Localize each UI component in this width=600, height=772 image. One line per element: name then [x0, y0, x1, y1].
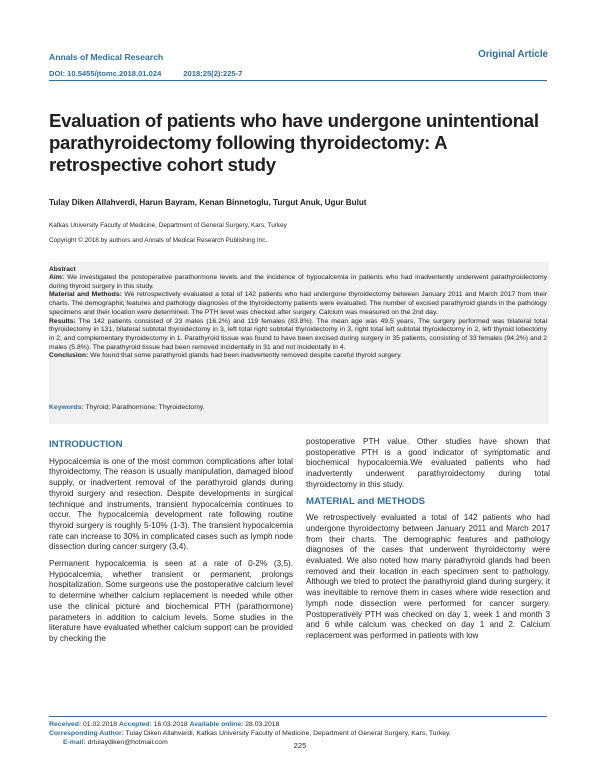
aim-text: We investigated the postoperative parathormone levels and the incidence of hypocalcemia in patients who had inadvertently underwent parathyroidectomy during thyroid surgery in this study.	[49, 274, 548, 290]
introduction-heading: INTRODUCTION	[49, 439, 123, 450]
article-type: Original Article	[478, 49, 548, 60]
abstract-body	[49, 274, 547, 361]
abstract-aim	[49, 274, 547, 291]
keywords-value: Thyroid; Parathormone; Thyroidectomy.	[85, 404, 205, 411]
article-title: Evaluation of patients who have undergone unintentional parathyroidectomy following thyroidectomy: A retrospective cohort study	[49, 110, 539, 175]
authors: Tulay Diken Allahverdi, Harun Bayram, Kenan Binnetoglu, Turgut Anuk, Ugur Bulut	[49, 198, 367, 207]
abstract-conclusion	[49, 352, 547, 361]
keywords-label: Keywords:	[49, 404, 84, 411]
intro-paragraph-1: Hypocalcemia is one of the most common complications after total thyroidectomy. The reason is usually manipulation, damaged blood supply, or inadvertent removal of the parathyroid glands during thyroid surgery and resection. Despite developments in surgical technique and instruments, transient hypocalcemia continues to occur. The hypocalcemia development rate following routine thyroid surgery is roughly 5-10% (1-3). The transient hypocalcemia rate can increase to 30% in complicated cases such as lymph node dissection during cancer surgery (3,4).	[49, 456, 293, 552]
online-label: Available online:	[189, 721, 244, 728]
keywords	[49, 404, 205, 411]
results-label: Results:	[49, 317, 76, 325]
received-date: 01.02.2018	[83, 721, 118, 728]
page-number: 225	[293, 741, 307, 750]
corresponding-author: Tulay Diken Allahverdi, Kafkas University Faculty of Medicine, Department of General Surgery, Kars, Turkey.	[125, 730, 451, 737]
header-divider	[49, 80, 547, 81]
journal-header	[49, 52, 242, 78]
online-date: 28.03.2018	[245, 721, 280, 728]
column-right	[306, 437, 550, 648]
column-left	[49, 437, 293, 651]
abstract-results	[49, 318, 547, 353]
received-label: Received:	[49, 721, 82, 728]
accepted-label: Accepted:	[118, 721, 152, 728]
aim-label: Aim:	[49, 274, 65, 281]
doi-line	[49, 69, 242, 78]
methods-paragraph-1: We retrospectively evaluated a total of 142 patients who had undergone thyroidectomy between January 2011 and March 2017 from their charts. The demographic features and pathology diagnoses of the cases that underwent thyroidectomy were evaluated. We also noted how many parathyroid glands had been removed and their location in each specimen sent to pathology. Although we tried to protect the parathyroid gland during surgery, it was inevitable to remove them in cases where wide resection and lymph node dissection were performed for cancer surgery. Postoperatively PTH was checked on day 1, week 1 and month 3 and 6 while calcium was checked on day 1 and 2. Calcium replacement was performed in patients with low	[306, 513, 550, 640]
dates-line	[49, 720, 549, 729]
copyright: Copyright © 2018 by authors and Annals of Medical Research Publishing Inc.	[49, 237, 268, 244]
abstract-heading: Abstract	[49, 266, 76, 273]
footer-divider	[49, 716, 547, 717]
methods-heading: MATERIAL and METHODS	[306, 495, 426, 507]
accepted-date: 16.03.2018	[153, 721, 188, 728]
intro-paragraph-2: Permanent hypocalcemia is seen at a rate of 0-2% (3,5). Hypocalcemia, whether transient or permanent, prolongs hospitalization. Some surgeons use the postoperative calcium level to determine whether calcium replacement is needed while other use the clinical picture and biochemical PTH (parathormone) parameters in addition to calcium levels. Some studies in the literature have evaluated whether calcium support can be provided by checking the	[49, 559, 293, 643]
methods-label: Material and Methods:	[49, 291, 122, 299]
conclusion-text: We found that some parathyroid glands had been inadvertently removed despite careful thyroid surgery.	[90, 352, 403, 360]
corresponding-line	[49, 729, 549, 738]
doi: DOI: 10.5455/jtomc.2018.01.024	[49, 69, 162, 78]
citation: 2018;25(2):225-7	[183, 69, 243, 78]
email-address[interactable]: drtulaydiken@hotmail.com	[87, 739, 168, 746]
conclusion-label: Conclusion:	[49, 352, 89, 360]
methods-text: We retrospectively evaluated a total of 142 patients who had undergone thyroidectomy between January 2011 and March 2017 from their charts. The demographic features and pathology diagnoses of the thyroidectomy patients were evaluated. The number of excised parathyroid glands in the pathology specimens and their location were determined. The PTH level was checked after surgery. Calcium was measured on the 2nd day.	[49, 291, 547, 316]
journal-name: Annals of Medical Research	[49, 52, 164, 62]
results-text: The 142 patients consisted of 23 males (16.2%) and 119 females (83.8%). The mean age was 49.5 years. The surgery performed was bilateral total thyroidectomy in 131, bilateral subtotal thyroidectomy in 3, left total right subtotal thyroidectomy in 3, right total left subtotal thyroidectomy in 2, left thyroid lobectomy in 2, and complementary thyroidectomy in 1. Parathyroid tissue was found to have been excised during surgery in 35 patients, consisting of 33 females (94.2%) and 2 males (5.8%). The parathyroid tissue had been removed incidentally in 31 and not incidentally in 4.	[49, 317, 547, 351]
affiliation: Kafkas University Faculty of Medicine, Department of General Surgery, Kars, Turkey	[49, 222, 287, 229]
corresponding-label: Corresponding Author:	[49, 730, 124, 737]
email-label: E-mail:	[63, 739, 86, 746]
intro-paragraph-3: postoperative PTH value. Other studies have shown that postoperative PTH is a good indicator of symptomatic and biochemical hypocalcemia.We evaluated patients who had inadvertently underwent parathyroidectomy during total thyroidectomy in this study.	[306, 437, 550, 489]
abstract-methods	[49, 291, 547, 317]
